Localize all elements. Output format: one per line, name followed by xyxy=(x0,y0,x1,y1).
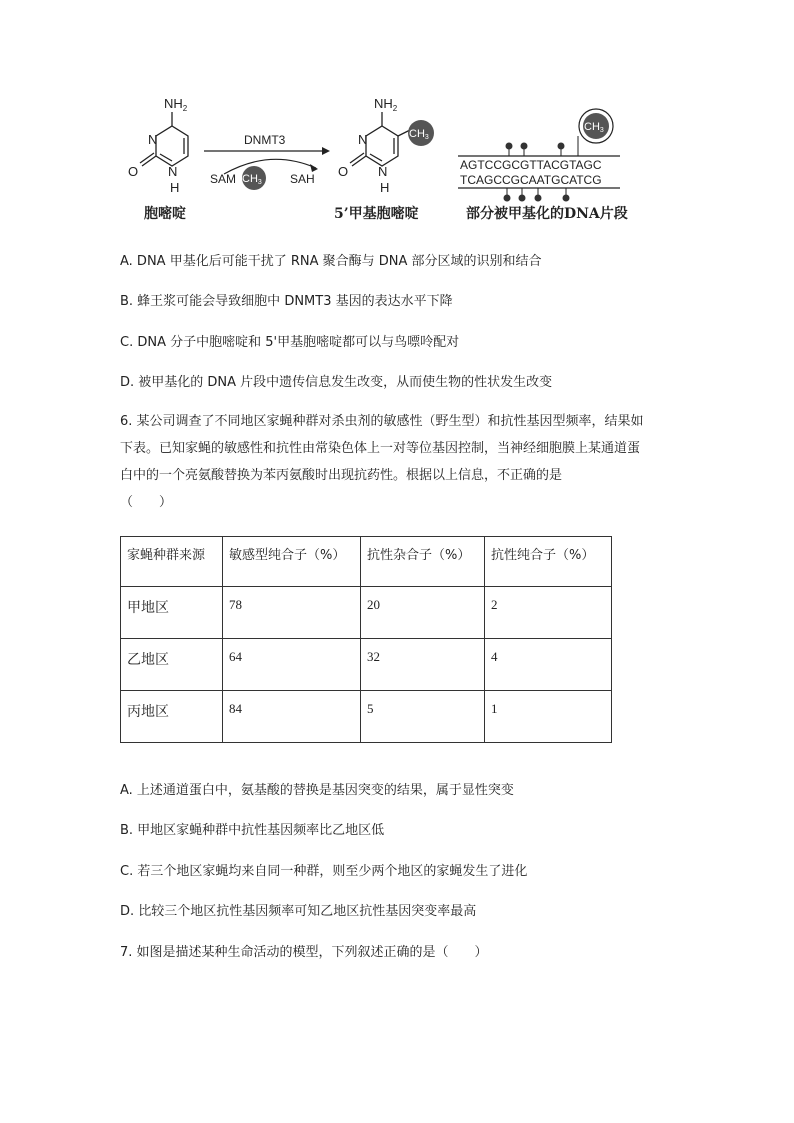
nh2-label: $NH_2$ xyxy=(164,96,188,113)
svg-text:N: N xyxy=(148,132,158,147)
svg-text:O: O xyxy=(338,164,349,179)
table-cell: 78 xyxy=(223,587,361,639)
table-cell: 64 xyxy=(223,639,361,691)
ch3-text: CH3 xyxy=(242,173,262,186)
enzyme-label: DNMT3 xyxy=(244,133,286,147)
svg-text:H: H xyxy=(170,180,180,195)
q7-stem: 7. 如图是描述某种生命活动的模型，下列叙述正确的是（ ） xyxy=(120,945,488,960)
q5-option-a: A. DNA 甲基化后可能干扰了 RNA 聚合酶与 DNA 部分区域的识别和结合 xyxy=(120,254,542,269)
svg-text:O: O xyxy=(128,164,139,179)
table-header-cell: 家蝇种群来源 xyxy=(121,537,223,587)
dna-caption: 部分被甲基化的DNA片段 xyxy=(466,206,628,222)
methylcytosine-structure xyxy=(338,96,434,195)
table-cell: 32 xyxy=(361,639,485,691)
svg-text:N: N xyxy=(168,164,178,179)
q6-option-c: C. 若三个地区家蝇均来自同一种群，则至少两个地区的家蝇发生了进化 xyxy=(120,864,528,879)
svg-text:N: N xyxy=(358,132,368,147)
methylcytosine-caption: 5’甲基胞嘧啶 xyxy=(334,206,419,222)
sah-label: SAH xyxy=(290,172,315,186)
q5-option-c: C. DNA 分子中胞嘧啶和 5'甲基胞嘧啶都可以与鸟嘌呤配对 xyxy=(120,335,460,350)
dna-bottom-strand: TCAGCCGCAATGCATCG xyxy=(460,173,602,187)
cytosine-structure xyxy=(128,96,188,195)
methylation-figure xyxy=(120,96,650,231)
q6-stem xyxy=(120,408,650,516)
q6-option-d: D. 比较三个地区抗性基因频率可知乙地区抗性基因突变率最高 xyxy=(120,904,477,919)
sam-label: SAM xyxy=(210,172,237,186)
table-header-cell: 抗性杂合子（%） xyxy=(361,537,485,587)
svg-text:CH3: CH3 xyxy=(584,121,604,134)
table-header-cell: 敏感型纯合子（%） xyxy=(223,537,361,587)
cytosine-caption: 胞嘧啶 xyxy=(144,206,186,222)
q5-option-d: D. 被甲基化的 DNA 片段中遗传信息发生改变，从而使生物的性状发生改变 xyxy=(120,375,553,390)
dna-top-strand: AGTCCGCGTTACGTAGC xyxy=(460,158,602,172)
table-row xyxy=(121,639,612,691)
table-cell: 1 xyxy=(485,691,612,743)
table-cell-region: 乙地区 xyxy=(121,639,223,691)
q6-bracket: （ ） xyxy=(120,495,173,510)
table-cell-region: 丙地区 xyxy=(121,691,223,743)
q6-stem-text: 6. 某公司调查了不同地区家蝇种群对杀虫剂的敏感性（野生型）和抗性基因型频率，结果如下表。已知家蝇的敏感性和抗性由常染色体上一对等位基因控制，当神经细胞膜上某通道蛋白中的一个亮氨酸替换为苯丙氨酸时出现抗药性。根据以上信息，不正确的是 xyxy=(120,414,644,483)
table-cell-region: 甲地区 xyxy=(121,587,223,639)
svg-text:CH3: CH3 xyxy=(409,128,429,141)
table-row xyxy=(121,587,612,639)
table-header-cell: 抗性纯合子（%） xyxy=(485,537,612,587)
q6-option-b: B. 甲地区家蝇种群中抗性基因频率比乙地区低 xyxy=(120,823,385,838)
reaction-arrow xyxy=(204,133,330,190)
methyl-markers-bottom xyxy=(504,188,570,202)
table-cell: 4 xyxy=(485,639,612,691)
table-cell: 5 xyxy=(361,691,485,743)
svg-text:NH2: $NH_2$ xyxy=(374,96,398,113)
svg-text:H: H xyxy=(380,180,390,195)
table-row xyxy=(121,691,612,743)
q5-option-b: B. 蜂王浆可能会导致细胞中 DNMT3 基因的表达水平下降 xyxy=(120,294,453,309)
svg-text:N: N xyxy=(378,164,388,179)
table-cell: 2 xyxy=(485,587,612,639)
methyl-markers-top xyxy=(506,136,579,156)
table-header-row xyxy=(121,537,612,587)
q6-option-a: A. 上述通道蛋白中，氨基酸的替换是基因突变的结果，属于显性突变 xyxy=(120,783,514,798)
dna-fragment xyxy=(458,109,620,202)
q6-table xyxy=(120,536,612,743)
table-cell: 84 xyxy=(223,691,361,743)
table-cell: 20 xyxy=(361,587,485,639)
